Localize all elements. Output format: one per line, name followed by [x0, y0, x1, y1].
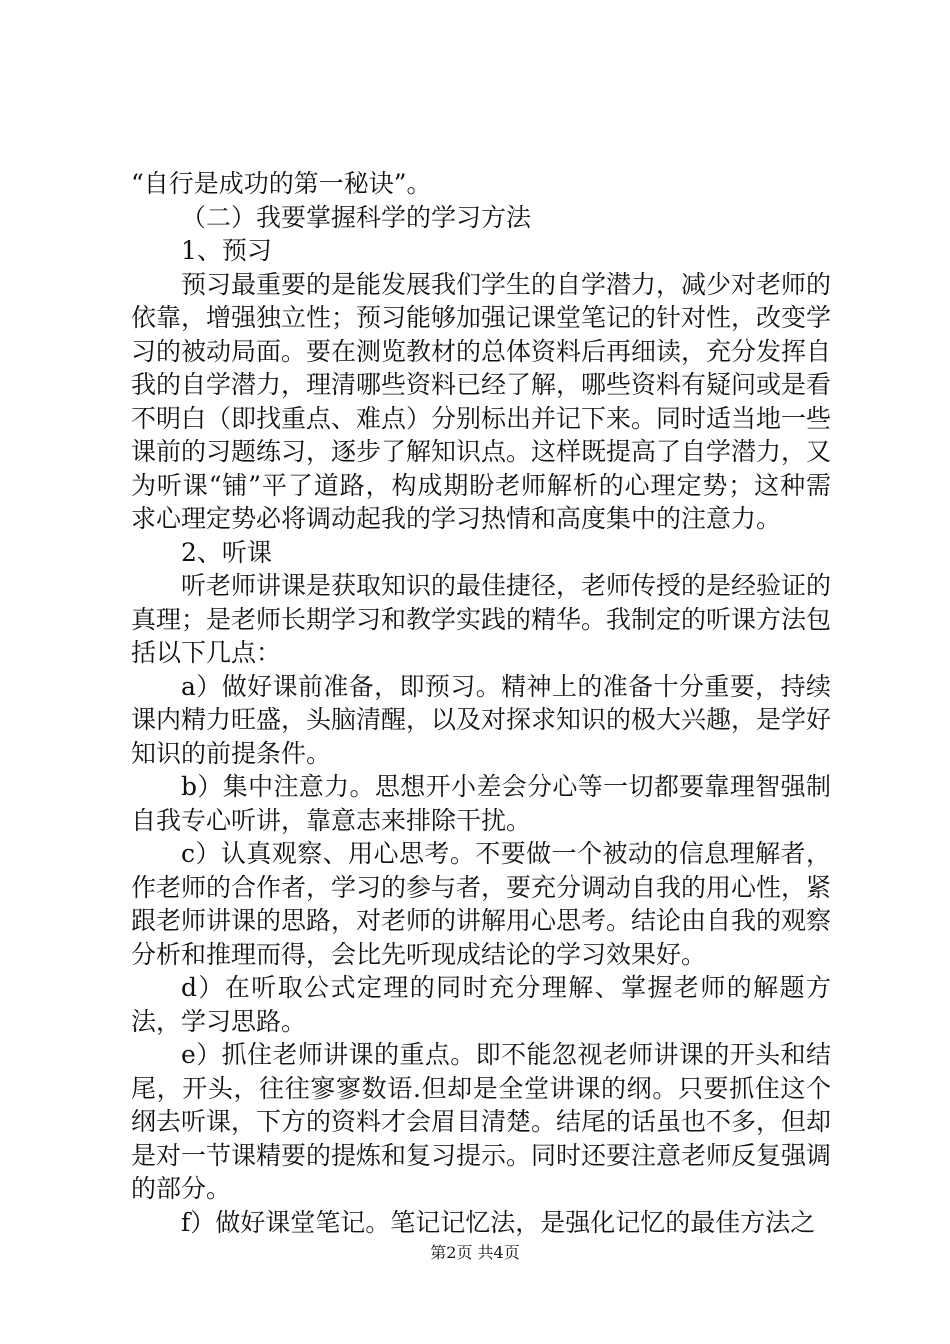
list-item-c: c）认真观察、用心思考。不要做一个被动的信息理解者，作老师的合作者，学习的参与者，要充分调动自我的用心性，紧跟老师讲课的思路，对老师的讲解用心思考。结论由自我的观察分析和推理而得，会比先听现成结论的学习效果好。 — [131, 839, 832, 969]
list-item-e: e）抓住老师讲课的重点。即不能忽视老师讲课的开头和结尾，开头，往往寥寥数语.但却是全堂讲课的纲。只要抓住这个纲去听课，下方的资料才会眉目清楚。结尾的话虽也不多，但却是对一节课精要的提炼和复习提示。同时还要注意老师反复强调的部分。 — [131, 1040, 832, 1203]
document-body — [131, 167, 831, 1239]
subheading-preview: 1、预习 — [181, 236, 272, 265]
list-item-f: f）做好课堂笔记。笔记记忆法，是强化记忆的最佳方法之 — [181, 1207, 816, 1237]
paragraph-quote: “自行是成功的第一秘诀”。 — [131, 169, 432, 198]
list-item-b: b）集中注意力。思想开小差会分心等一切都要靠理智强制自我专心听讲，靠意志来排除干扰。 — [131, 772, 831, 835]
list-item-a: a）做好课前准备，即预习。精神上的准备十分重要，持续课内精力旺盛，头脑清醒，以及对探求知识的极大兴趣，是学好知识的前提条件。 — [131, 671, 832, 768]
list-item-d: d）在听取公式定理的同时充分理解、掌握老师的解题方法，学习思路。 — [131, 973, 831, 1036]
paragraph-preview: 预习最重要的是能发展我们学生的自学潜力，减少对老师的依靠，增强独立性；预习能够加强记课堂笔记的针对性，改变学习的被动局面。要在测览教材的总体资料后再细读，充分发挥自我的自学潜力，理清哪些资料已经了解，哪些资料有疑问或是看不明白（即找重点、难点）分别标出并记下来。同时适当地一些课前的习题练习，逐步了解知识点。这样既提高了自学潜力，又为听课“铺”平了道路，构成期盼老师解析的心理定势；这种需求心理定势必将调动起我的学习热情和高度集中的注意力。 — [131, 269, 832, 533]
page-number-footer: 第2页 共4页 — [430, 1243, 520, 1262]
paragraph-listening: 听老师讲课是获取知识的最佳捷径，老师传授的是经验证的真理；是老师长期学习和教学实践的精华。我制定的听课方法包括以下几点： — [131, 571, 832, 667]
subheading-listening: 2、听课 — [181, 537, 272, 567]
section-heading-methods: （二）我要掌握科学的学习方法 — [181, 202, 532, 232]
